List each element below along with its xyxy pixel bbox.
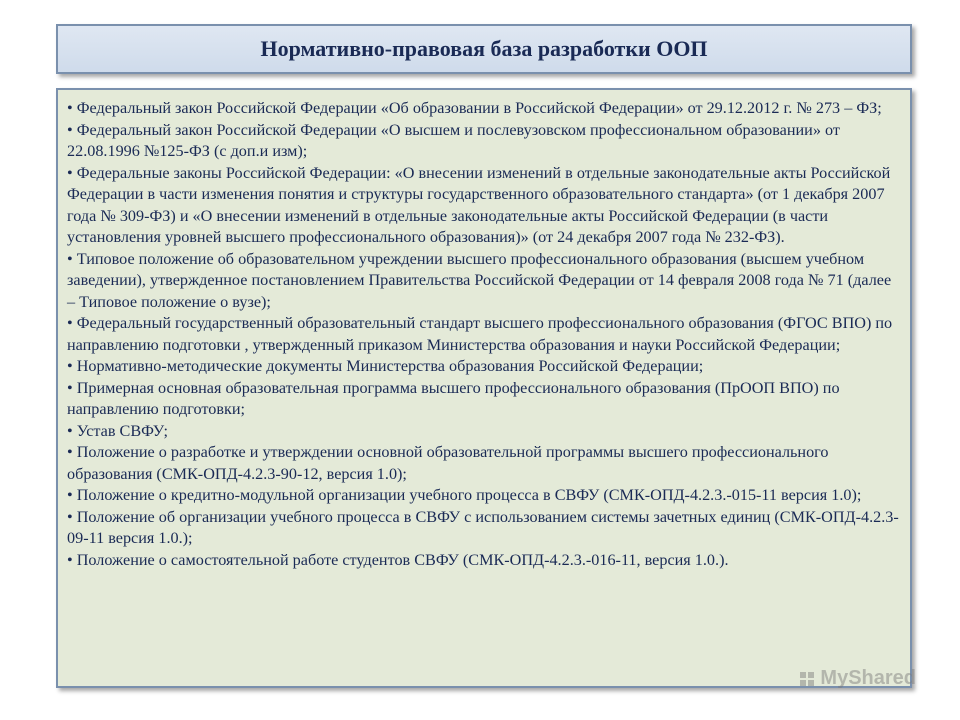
list-item: • Нормативно-методические документы Министерства образования Российской Федерации; — [67, 357, 704, 375]
list-item: • Примерная основная образовательная программа высшего профессионального образования (ПрООП ВПО) по направлению подготовки; — [67, 378, 840, 418]
list-item: • Положение о самостоятельной работе студентов СВФУ (СМК-ОПД-4.2.3.-016-11, версия 1.0.). — [67, 550, 729, 569]
list-item: • Положение о кредитно-модульной организации учебного процесса в СВФУ (СМК-ОПД-4.2.3.-015-11 версия 1.0); — [67, 486, 862, 504]
slide-title: Нормативно-правовая база разработки ООП — [260, 36, 708, 61]
watermark-text: MyShared — [820, 667, 916, 689]
watermark-logo-icon — [800, 672, 814, 686]
title-box — [56, 24, 912, 74]
list-item: • Положение об организации учебного процесса в СВФУ с использованием системы зачетных единиц (СМК-ОПД-4.2.3-09-11 версия 1.0.); — [67, 507, 899, 547]
list-item: • Положение о разработке и утверждении основной образовательной программы высшего профессионального образования (СМК-ОПД-4.2.3-90-12, версия 1.0); — [67, 443, 829, 483]
list-item: • Федеральный закон Российской Федерации «О высшем и послевузовском профессиональном образовании» от 22.08.1996 №125-ФЗ (с доп.и изм); — [67, 120, 840, 160]
list-item: • Федеральный закон Российской Федерации «Об образовании в Российской Федерации» от 29.12.2012 г. № 273 – ФЗ; — [67, 99, 882, 117]
list-item: • Федеральные законы Российской Федерации: «О внесении изменений в отдельные законодательные акты Российской Федерации в части изменения понятия и структуры государственного образовательного стандарта» (от 1 декабря 2007 года № 309-ФЗ) и «О внесении изменений в отдельные законодательные акты Российской Федерации (в части установления уровней высшего профессионального образования)» (от 24 декабря 2007 года № 232-ФЗ). — [67, 163, 891, 246]
list-item: • Типовое положение об образовательном учреждении высшего профессионального образования (высшем учебном заведении), утвержденное постановлением Правительства Российской Федерации от 14 февраля 2008 года № 71 (далее – Типовое положение о вузе); — [67, 249, 892, 311]
list-item: • Устав СВФУ; — [67, 421, 169, 440]
content-box — [56, 88, 912, 688]
list-item: • Федеральный государственный образовательный стандарт высшего профессионального образования (ФГОС ВПО) по направлению подготовки , утвержденный приказом Министерства образования и науки Российской Федерации; — [67, 314, 893, 354]
watermark — [800, 667, 916, 690]
